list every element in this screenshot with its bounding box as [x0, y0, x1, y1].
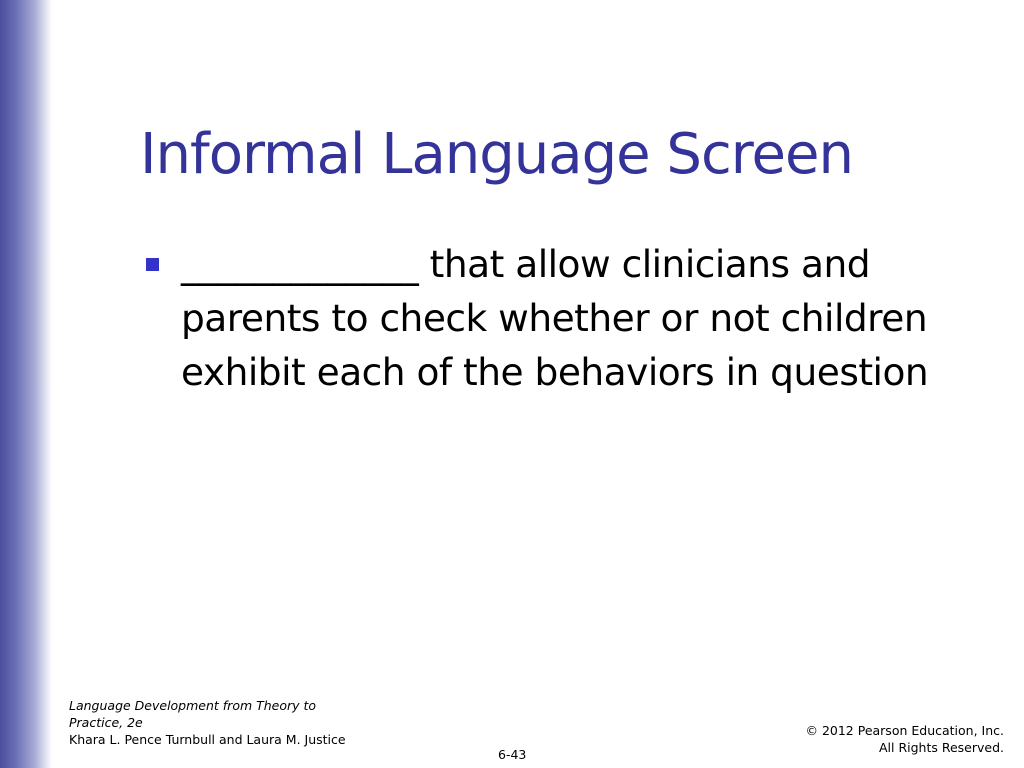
footer-book-title: Language Development from Theory to Practice, 2e	[69, 698, 317, 730]
footer-authors: Khara L. Pence Turnbull and Laura M. Justice	[69, 732, 346, 747]
footer-copyright	[805, 722, 1004, 756]
footer-book-info	[69, 697, 359, 748]
rights-text: All Rights Reserved.	[878, 740, 1004, 755]
list-item	[146, 237, 1006, 399]
bullet-text: _____________ that allow clinicians and parents to check whether or not children exhibit each of the behaviors in question	[181, 242, 929, 394]
copyright-text: © 2012 Pearson Education, Inc.	[805, 723, 1004, 738]
square-bullet-icon	[146, 258, 159, 271]
decorative-sidebar	[0, 0, 52, 768]
page-number: 6-43	[498, 747, 527, 762]
slide-title: Informal Language Screen	[140, 122, 853, 187]
bullet-list	[146, 237, 1006, 399]
